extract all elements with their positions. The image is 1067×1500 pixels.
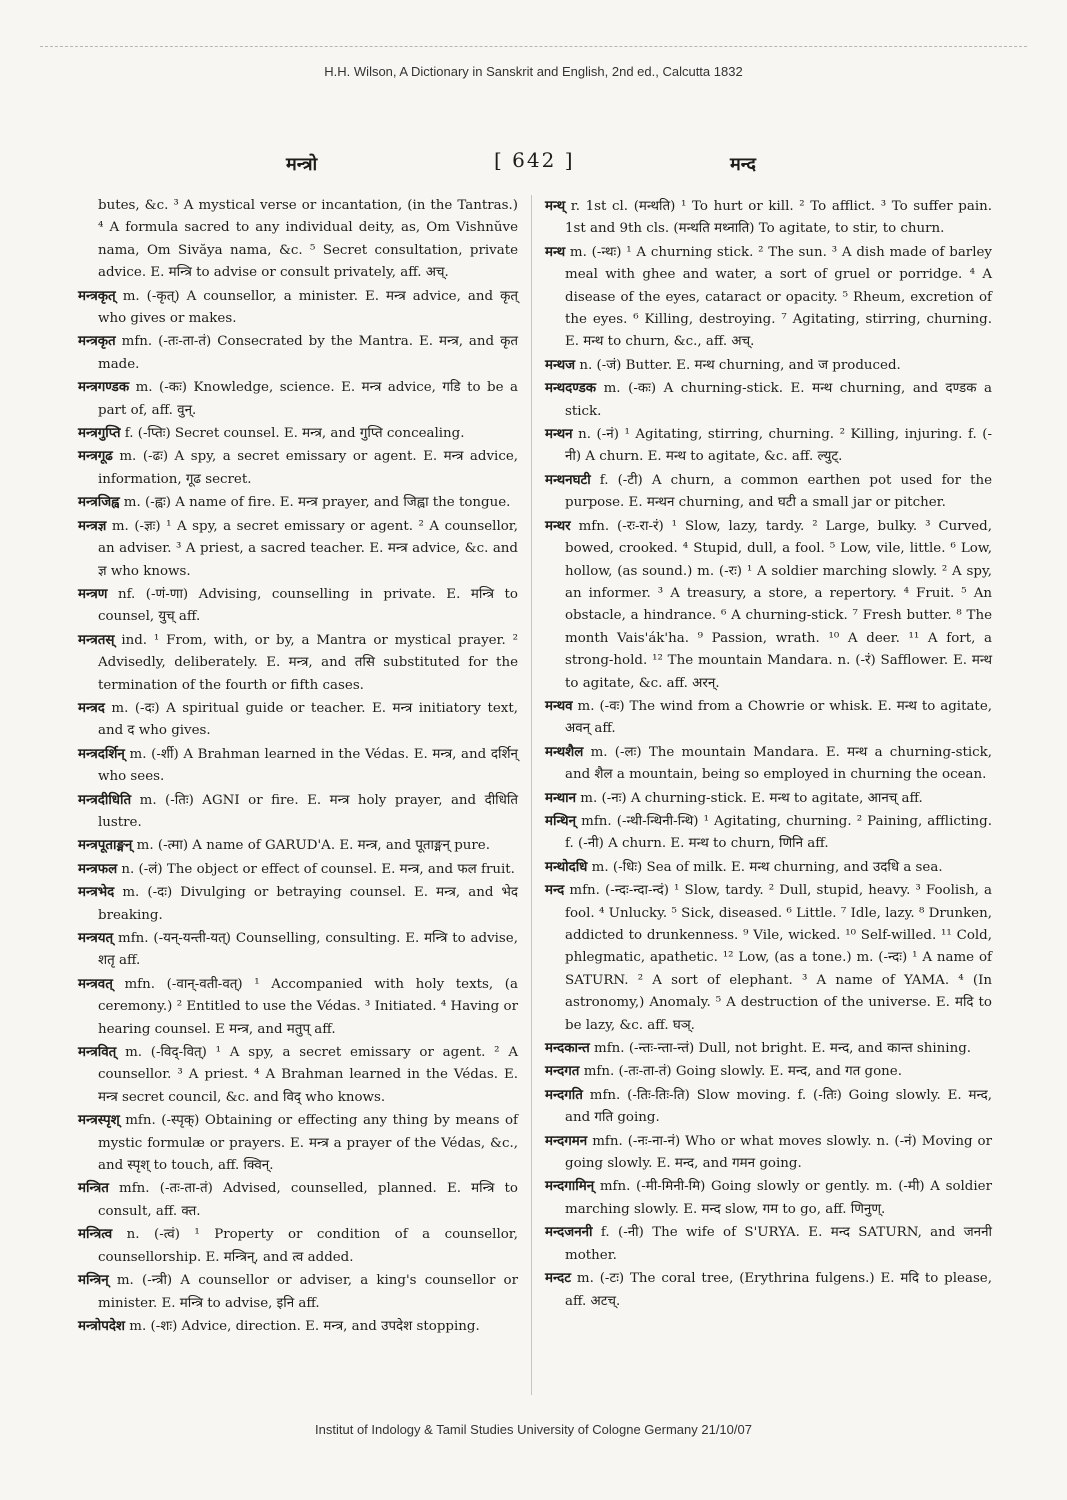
entry-headword: मन्दगति [545,1086,583,1103]
entry-headword: मन्थ् [545,198,566,214]
dictionary-entry [78,330,518,376]
dictionary-entry [78,422,518,445]
entry-headword: मन्दकान्त [545,1040,590,1057]
entry-definition: m. (-लः) The mountain Mandara. E. मन्थ a churning-stick, and शैल a mountain, being so employed in churning the ocean. [565,744,992,783]
entry-definition: m. (-ह्वः) A name of fire. E. मन्त्र prayer, and जिह्वा the tongue. [119,495,511,511]
dictionary-entry [545,1084,992,1130]
dictionary-entry [78,789,518,835]
entry-definition: m. (-धिः) Sea of milk. E. मन्थ churning, and उदधि a sea. [587,859,943,875]
entry-definition: butes, &c. ³ A mystical verse or incantation, (in the Tantras.) ⁴ A formula sacred to any individual deity, as, Om Vishnŭve nama, Om Sivăya nama, &c. ⁵ Secret consultation, private advice. E. मन्त्रि to advise or consult privately, aff. अच्. [98,198,518,281]
entry-headword: मन्त्रित [78,1180,109,1197]
entry-headword: मन्त्रदीधिति [78,791,132,808]
entry-headword: मन्त्रगण्डक [78,379,130,396]
entry-headword: मन्थशैल [545,743,584,760]
entry-definition: m. (-कृत्) A counsellor, a minister. E. मन्त्र advice, and कृत् who gives or makes. [98,288,518,327]
footer-citation: Institut of Indology & Tamil Studies University of Cologne Germany 21/10/07 [315,1422,752,1437]
dictionary-entry [545,423,992,469]
dictionary-entry [78,858,518,881]
entry-definition: nf. (-णं-णा) Advising, counselling in private. E. मन्त्रि to counsel, युच् aff. [98,586,518,625]
dictionary-entry [78,927,518,973]
entry-definition: ind. ¹ From, with, or by, a Mantra or mystical prayer. ² Advisedly, deliberately. E. मन्त्र, and तसि substituted for the termination of the fourth or fifth cases. [98,632,518,693]
entry-definition: n. (-जं) Butter. E. मन्थ churning, and ज produced. [575,357,901,373]
page-number: [ 642 ] [494,148,575,172]
entry-definition: m. (-विद्-वित्) ¹ A spy, a secret emissary or agent. ² A counsellor. ³ A priest. ⁴ A Brahman learned in the Védas. E. मन्त्र secret council, &c. and विद् who knows. [98,1045,518,1105]
entry-definition: m. (-कः) A churning-stick. E. मन्थ churning, and दण्डक a stick. [565,381,992,419]
entry-definition: mfn. (-रः-रा-रं) ¹ Slow, lazy, tardy. ² Large, bulky. ³ Curved, bowed, crooked. ⁴ Stupid, dull, a fool. ⁵ Low, vile, little. ⁶ Low, hollow, (as sound.) m. (-रः) ¹ A soldier marching slowly. ² A spy, an informer. ³ A treasury, a store, a repertory. ⁴ Fruit. ⁵ An obstacle, a hindrance. ⁶ A churning-stick. ⁷ Fresh butter. ⁸ The month Vais'ák'ha. ⁹ Passion, wrath. ¹⁰ A deer. ¹¹ A fort, a strong-hold. ¹² The mountain Mandara. n. (-रं) Safflower. E. मन्थ to agitate, &c. aff. अरन्. [565,518,992,691]
dictionary-entry [545,695,992,741]
dictionary-entry [78,195,518,285]
entry-headword: मन्त्रित्व [78,1226,113,1243]
dictionary-entry [78,1223,518,1269]
entry-headword: मन्थान [545,789,577,806]
entry-definition: m. (-न्त्री) A counsellor or adviser, a king's counsellor or minister. E. मन्त्रि to advise, इनि aff. [98,1273,518,1311]
entry-definition: mfn. (-तः-ता-तं) Advised, counselled, planned. E. मन्त्रि to consult, aff. क्त. [98,1181,518,1219]
entry-headword: मन्दगामिन् [545,1178,595,1195]
left-column [78,195,518,1338]
dictionary-entry [545,741,992,787]
dictionary-entry [545,241,992,354]
dictionary-entry [78,1109,518,1177]
entry-headword: मन्दगमन [545,1132,588,1149]
scan-top-rule [40,46,1027,47]
entry-definition: m. (-र्शी) A Brahman learned in the Védas. E. मन्त्र, and दर्शिन् who sees. [98,746,518,785]
entry-headword: मन्त्रोपदेश [78,1317,126,1334]
entry-headword: मन्त्रदर्शिन् [78,745,125,762]
entry-headword: मन्थिन् [545,812,577,829]
entry-definition: mfn. (-स्पृक्) Obtaining or effecting any thing by means of mystic formulæ or prayers. E. मन्त्र a prayer of the Védas, &c., and स्पृश् to touch, aff. क्विन्. [98,1113,518,1174]
dictionary-entry [78,1041,518,1109]
dictionary-entry [78,697,518,743]
entry-definition: mfn. (-तः-ता-तं) Going slowly. E. मन्द, and गत gone. [579,1064,902,1080]
entry-definition: mfn. (-न्दः-न्दा-न्दं) ¹ Slow, tardy. ² Dull, stupid, heavy. ³ Foolish, a fool. ⁴ Unlucky. ⁵ Sick, diseased. ⁶ Little. ⁷ Idle, lazy. ⁸ Drunken, addicted to drunkenness. ⁹ Vile, wicked. ¹⁰ Self-willed. ¹¹ Cold, phlegmatic, apathetic. ¹² Low, (as a tone.) m. (-न्दः) ¹ A name of SATURN. ² A sort of elephant. ³ A name of YAMA. ⁴ (In astronomy,) Anomaly. ⁵ A destruction of the universe. E. मदि to be lazy, &c. aff. घञ्. [564,883,992,1033]
entry-definition: r. 1st cl. (मन्थति) ¹ To hurt or kill. ² To afflict. ³ To suffer pain. 1st and 9th cls. (मन्थति मथ्नाति) To agitate, to stir, to churn. [565,199,992,237]
dictionary-entry [545,469,992,515]
dictionary-entry [545,377,992,423]
entry-definition: m. (-दः) Divulging or betraying counsel. E. मन्त्र, and भेद breaking. [98,885,518,923]
entry-headword: मन्थ [545,243,566,260]
dictionary-entry [78,1177,518,1223]
entry-definition: m. (-वः) The wind from a Chowrie or whisk. E. मन्थ to agitate, अवन् aff. [565,698,992,737]
dictionary-entry [545,879,992,1037]
entry-definition: m. (-टः) The coral tree, (Erythrina fulgens.) E. मदि to please, aff. अटच्. [565,1271,992,1309]
column-divider [531,195,532,1395]
entry-headword: मन्त्रकृत् [78,287,116,304]
entry-headword: मन्थन [545,426,573,443]
entry-headword: मन्त्रण [78,585,108,602]
dictionary-entry [78,743,518,789]
entry-definition: m. (-ढः) A spy, a secret emissary or agent. E. मन्त्र advice, information, गूढ secret. [98,449,518,487]
dictionary-entry [545,810,992,856]
dictionary-entry [78,376,518,422]
entry-headword: मन्त्रगुप्ति [78,425,121,442]
entry-headword: मन्दट [545,1270,572,1287]
dictionary-entry [545,1130,992,1176]
entry-headword: मन्त्रतस् [78,631,115,648]
entry-definition: mfn. (-तः-ता-तं) Consecrated by the Mantra. E. मन्त्र, and कृत made. [98,334,518,372]
source-citation: H.H. Wilson, A Dictionary in Sanskrit and English, 2nd ed., Calcutta 1832 [324,64,743,79]
dictionary-entry [78,1269,518,1315]
entry-definition: m. (-कः) Knowledge, science. E. मन्त्र advice, गडि to be a part of, aff. वुन्. [98,380,518,418]
dictionary-entry [78,445,518,491]
entry-headword: मन्त्रयत् [78,930,114,946]
entry-definition: m. (-ज्ञः) ¹ A spy, a secret emissary or agent. ² A counsellor, an adviser. ³ A priest, a sacred teacher. E. मन्त्र advice, &c. and ज्ञ who knows. [98,518,518,579]
entry-definition: mfn. (-न्थी-न्थिनी-न्थि) ¹ Agitating, churning. ² Paining, afflicting. f. (-नी) A churn. E. मन्थ to churn, णिनि aff. [565,813,992,852]
entry-definition: mfn. (-वान्-वती-वत्) ¹ Accompanied with holy texts, (a ceremony.) ² Entitled to use the Védas. ³ Initiated. ⁴ Having or hearing counsel. E मन्त्र, and मतुप् aff. [98,976,518,1037]
page-header [90,148,977,178]
dictionary-entry [545,856,992,879]
entry-definition: m. (-दः) A spiritual guide or teacher. E. मन्त्र initiatory text, and द who gives. [98,700,518,739]
entry-headword: मन्त्रस्पृश् [78,1112,120,1129]
entry-definition: n. (-त्वं) ¹ Property or condition of a counsellor, counsellorship. E. मन्त्रिन्, and त्व added. [98,1227,518,1265]
entry-definition: f. (-टी) A churn, a common earthen pot used for the purpose. E. मन्थन churning, and घटी a small jar or pitcher. [565,472,992,511]
entry-headword: मन्दगत [545,1063,580,1080]
entry-headword: मन्त्रवित् [78,1044,117,1061]
entry-definition: m. (-नः) A churning-stick. E. मन्थ to agitate, आनच् aff. [576,790,923,806]
dictionary-entry [78,834,518,857]
dictionary-entry [545,195,992,241]
dictionary-entry [545,1060,992,1083]
entry-definition: mfn. (-न्तः-न्ता-न्तं) Dull, not bright. E. मन्द, and कान्त shining. [589,1041,972,1057]
entry-headword: मन्त्रपूताङ्मन् [78,837,133,854]
dictionary-entry [78,629,518,697]
entry-definition: m. (-त्मा) A name of GARUD'A. E. मन्त्र, and पूताङ्मन् pure. [132,838,490,854]
dictionary-entry [545,1037,992,1060]
entry-headword: मन्त्रवत् [78,975,113,992]
dictionary-entry [78,881,518,927]
dictionary-entry [545,1175,992,1221]
entry-headword: मन्त्रजिह्व [78,494,120,511]
dictionary-entry [545,354,992,377]
entry-definition: m. (-न्थः) ¹ A churning stick. ² The sun. ³ A dish made of barley meal with ghee and water, a sort of gruel or porridge. ⁴ A disease of the eyes, cataract or opacity. ⁵ Rheum, excretion of the eyes. ⁶ Killing, destroying. ⁷ Agitating, stirring, churning. E. मन्थ to churn, &c., aff. अच्. [565,244,992,350]
entry-headword: मन्त्रफल [78,860,118,877]
entry-headword: मन्थदण्डक [545,380,597,397]
dictionary-entry [545,515,992,695]
entry-headword: मन्त्रकृत [78,333,116,350]
entry-definition: m. (-शः) Advice, direction. E. मन्त्र, and उपदेश stopping. [125,1318,480,1334]
dictionary-entry [78,491,518,514]
entry-headword: मन्थनघटी [545,471,591,488]
entry-headword: मन्दजननी [545,1224,593,1241]
dictionary-entry [78,1315,518,1338]
entry-headword: मन्थव [545,697,573,714]
entry-headword: मन्त्रद [78,699,105,716]
entry-headword: मन्त्रिन् [78,1272,109,1289]
dictionary-entry [545,1267,992,1313]
running-headword-left: मन्त्रो [286,154,318,175]
dictionary-entry [78,515,518,583]
dictionary-entry [78,285,518,331]
entry-definition: m. (-तिः) AGNI or fire. E. मन्त्र holy prayer, and दीधिति lustre. [98,792,518,830]
dictionary-entry [545,787,992,810]
dictionary-entry [78,583,518,629]
entry-headword: मन्त्रगूढ [78,448,113,465]
entry-definition: mfn. (-नः-ना-नं) Who or what moves slowly. n. (-नं) Moving or going slowly. E. मन्द, and गमन going. [565,1133,992,1172]
entry-headword: मन्थोदधि [545,858,588,875]
entry-definition: f. (-नी) The wife of S'URYA. E. मन्द SATURN, and जननी mother. [565,1225,992,1263]
entry-definition: f. (-प्तिः) Secret counsel. E. मन्त्र, and गुप्ति concealing. [120,426,465,442]
dictionary-entry [545,1221,992,1267]
entry-headword: मन्त्रज्ञ [78,517,107,534]
entry-definition: mfn. (-तिः-तिः-ति) Slow moving. f. (-तिः) Going slowly. E. मन्द, and गति going. [565,1087,992,1126]
running-headword-right: मन्द [730,154,756,175]
entry-headword: मन्त्रभेद [78,884,115,901]
entry-headword: मन्द [545,882,565,899]
dictionary-entry [78,973,518,1041]
entry-headword: मन्थर [545,517,571,534]
entry-headword: मन्थज [545,356,576,373]
entry-definition: mfn. (-यन्-यन्ती-यत्) Counselling, consulting. E. मन्त्रि to advise, शतृ aff. [98,931,518,969]
entry-definition: n. (-नं) ¹ Agitating, stirring, churning. ² Killing, injuring. f. (-नी) A churn. E. मन्थ to agitate, &c. aff. ल्युट्. [565,427,992,465]
entry-definition: n. (-लं) The object or effect of counsel. E. मन्त्र, and फल fruit. [117,861,515,877]
entry-definition: mfn. (-मी-मिनी-मि) Going slowly or gently. m. (-मी) A soldier marching slowly. E. मन्द slow, गम to go, aff. णिनुण्. [565,1179,992,1217]
right-column [545,195,992,1313]
